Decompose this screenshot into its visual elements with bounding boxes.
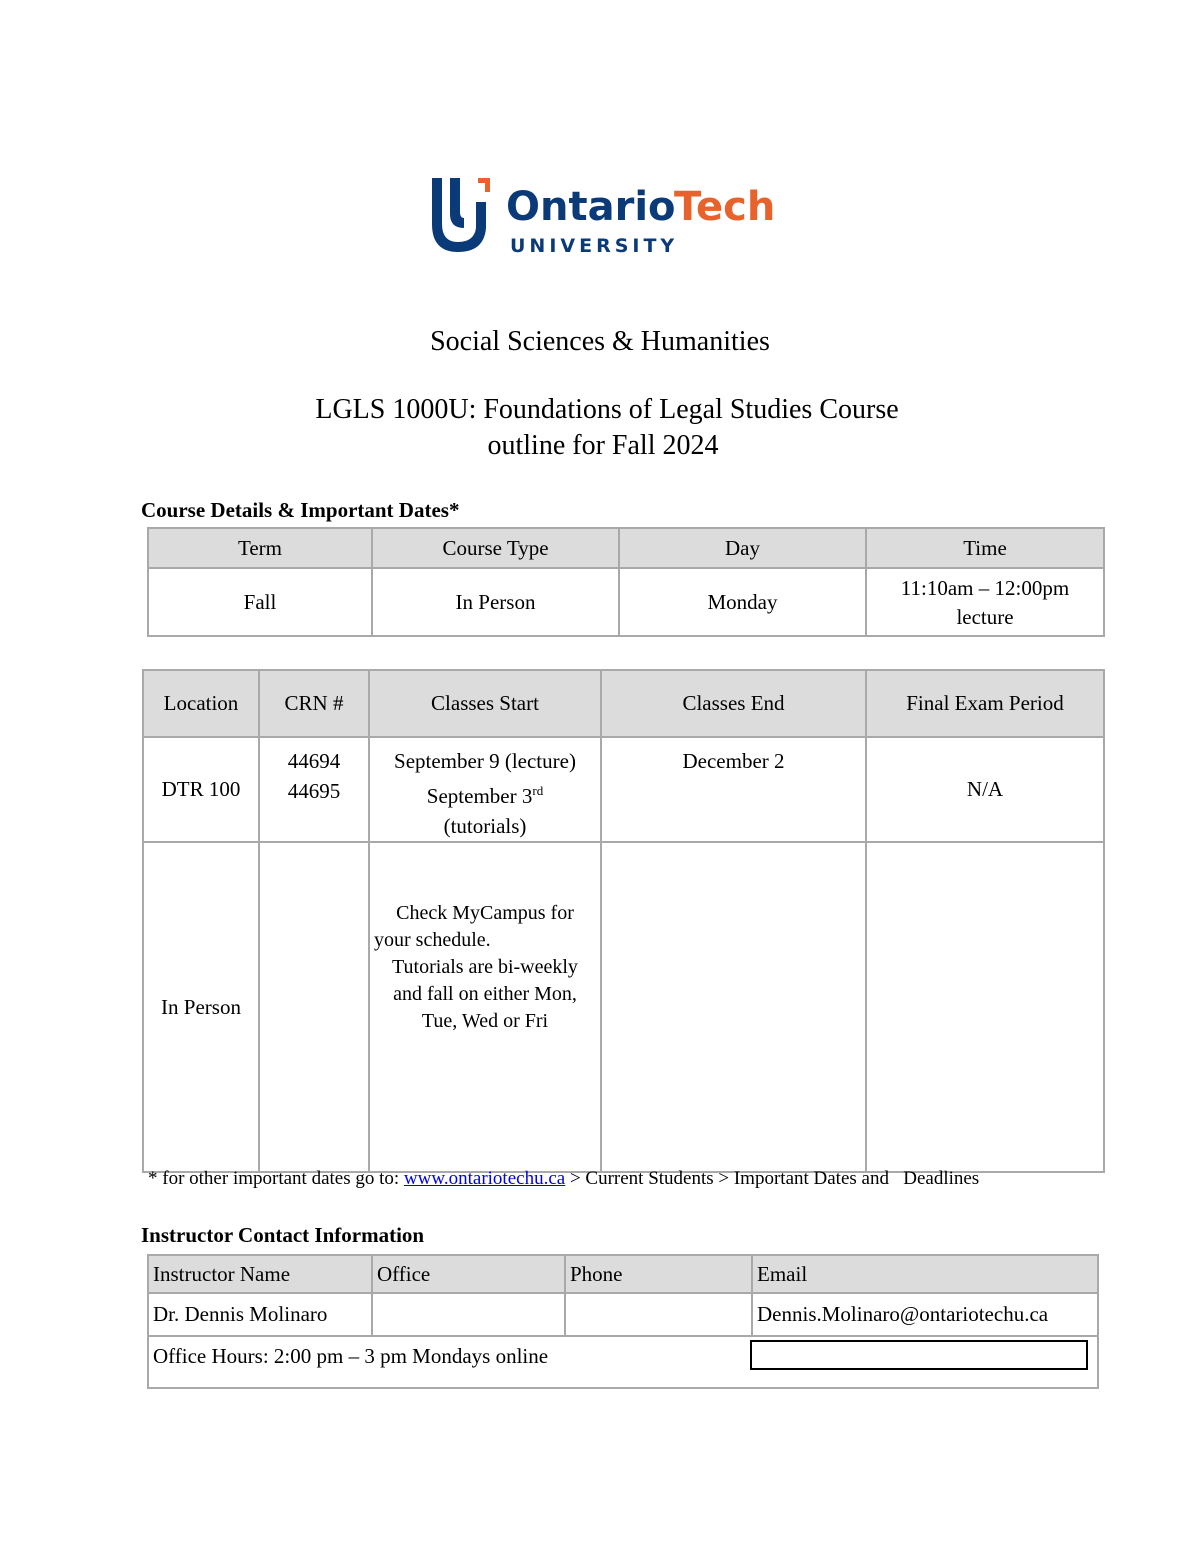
- header-day: Day: [619, 528, 866, 568]
- header-term: Term: [148, 528, 372, 568]
- cell-office: [372, 1293, 565, 1336]
- header-location: Location: [143, 670, 259, 737]
- faculty-heading: Social Sciences & Humanities: [430, 326, 770, 357]
- start-line3: (tutorials): [443, 814, 527, 838]
- schedule-table: [142, 669, 1105, 1173]
- cell-classes-start: [369, 737, 601, 842]
- details-heading: Course Details & Important Dates*: [141, 498, 460, 522]
- time-line2: lecture: [956, 605, 1014, 629]
- cell-time: [866, 568, 1104, 636]
- course-title-line1: LGLS 1000U: Foundations of Legal Studies Course: [315, 394, 899, 425]
- header-final-exam: Final Exam Period: [866, 670, 1104, 737]
- cell-location: DTR 100: [143, 737, 259, 842]
- cell-day: Monday: [619, 568, 866, 636]
- cell-phone: [565, 1293, 752, 1336]
- note-line2: your schedule.: [374, 929, 491, 951]
- note-line1: Check MyCampus for: [396, 902, 574, 924]
- end-text: December 2: [682, 749, 785, 773]
- cell-classes-end: [601, 737, 866, 842]
- footnote-suffix: > Current Students > Important Dates and Deadlines: [565, 1168, 980, 1189]
- time-line1: 11:10am – 12:00pm: [900, 576, 1070, 600]
- header-time: Time: [866, 528, 1104, 568]
- cell-classes-end-2: [601, 842, 866, 1172]
- logo-brand-tech: Tech: [674, 184, 776, 230]
- course-title-line2: outline for Fall 2024: [487, 430, 719, 461]
- crn-2: 44695: [287, 779, 341, 803]
- cell-email[interactable]: Dennis.Molinaro@ontariotechu.ca: [752, 1293, 1098, 1336]
- start-line2-sup: rd: [532, 783, 544, 798]
- note-line3: Tutorials are bi-weekly: [392, 956, 578, 978]
- footnote: [148, 1168, 979, 1190]
- note-line4: and fall on either Mon,: [393, 983, 577, 1005]
- cell-office-hours: Office Hours: 2:00 pm – 3 pm Mondays online: [148, 1336, 1098, 1388]
- logo-university: UNIVERSITY: [510, 235, 679, 257]
- cell-final-exam: N/A: [866, 737, 1104, 842]
- cell-instructor-name: Dr. Dennis Molinaro: [148, 1293, 372, 1336]
- header-phone: Phone: [565, 1255, 752, 1293]
- note-line5: Tue, Wed or Fri: [421, 1010, 549, 1032]
- start-line1: September 9 (lecture): [394, 749, 576, 773]
- start-line2-text: September 3: [426, 784, 533, 808]
- header-email: Email: [752, 1255, 1098, 1293]
- ontario-tech-logo: [428, 172, 788, 262]
- footnote-link[interactable]: www.ontariotechu.ca: [403, 1168, 566, 1189]
- cell-course-type: In Person: [372, 568, 619, 636]
- header-office: Office: [372, 1255, 565, 1293]
- crn-1: 44694: [287, 749, 341, 773]
- cell-crn: [259, 737, 369, 842]
- course-details-table: [147, 527, 1105, 637]
- cell-term: Fall: [148, 568, 372, 636]
- cell-final-exam-2: [866, 842, 1104, 1172]
- instructor-heading: Instructor Contact Information: [141, 1223, 425, 1247]
- header-classes-end: Classes End: [601, 670, 866, 737]
- cell-classes-start-2: [369, 842, 601, 1172]
- header-instructor-name: Instructor Name: [148, 1255, 372, 1293]
- header-course-type: Course Type: [372, 528, 619, 568]
- footnote-prefix: * for other important dates go to:: [148, 1168, 404, 1189]
- cell-location-2: In Person: [143, 842, 259, 1172]
- header-classes-start: Classes Start: [369, 670, 601, 737]
- header-crn: CRN #: [259, 670, 369, 737]
- cell-crn-2: [259, 842, 369, 1172]
- start-line2: [370, 776, 600, 811]
- office-hours-input-box[interactable]: [750, 1340, 1088, 1370]
- logo-brand-ontario: Ontario: [506, 184, 676, 230]
